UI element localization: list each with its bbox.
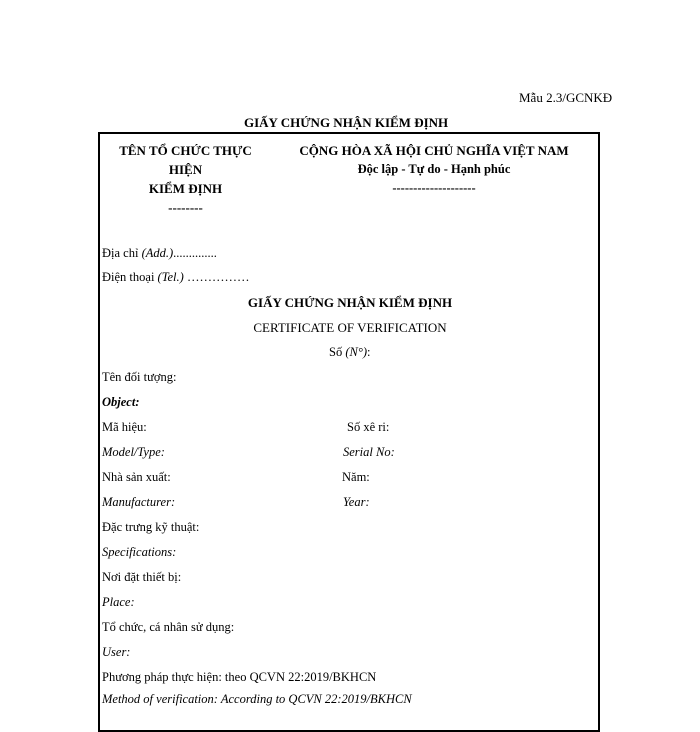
cert-title-en: CERTIFICATE OF VERIFICATION xyxy=(253,320,447,335)
model-label: Mã hiệu: xyxy=(102,420,147,434)
nation-motto: Độc lập - Tự do - Hạnh phúc xyxy=(357,162,511,176)
spec-label-en: Specifications: xyxy=(102,545,177,559)
address-line xyxy=(102,246,217,261)
method-label-en: Method of verification: According to QCVN 22:2019/BKHCN xyxy=(102,692,412,706)
number-label: Số xyxy=(329,345,346,359)
object-label: Tên đối tượng: xyxy=(102,370,177,384)
address-label: Địa chỉ xyxy=(102,246,142,260)
org-name-line-3: KIỂM ĐỊNH xyxy=(148,181,223,196)
year-label-en: Year: xyxy=(343,495,370,509)
number-suffix: : xyxy=(367,345,371,359)
org-rule: -------- xyxy=(168,200,203,215)
number-label-en: (N°) xyxy=(345,345,367,359)
phone-label: Điện thoại xyxy=(102,270,158,284)
cert-title-vi: GIẤY CHỨNG NHẬN KIỂM ĐỊNH xyxy=(247,295,453,310)
nation-rule: -------------------- xyxy=(392,181,476,195)
address-label-en: (Add.) xyxy=(141,246,174,260)
spec-label: Đặc trưng kỹ thuật: xyxy=(102,520,200,534)
user-label-en: User: xyxy=(102,645,131,659)
method-label: Phương pháp thực hiện: theo QCVN 22:2019/BKHCN xyxy=(102,670,377,684)
phone-line xyxy=(102,270,249,285)
year-label: Năm: xyxy=(342,470,370,484)
serial-label-en: Serial No: xyxy=(343,445,395,459)
user-label: Tổ chức, cá nhân sử dụng: xyxy=(102,620,235,634)
cert-number xyxy=(329,345,370,360)
org-block xyxy=(108,141,263,217)
place-label-en: Place: xyxy=(102,595,135,609)
manufacturer-label-en: Manufacturer: xyxy=(102,495,176,509)
object-label-en: Object: xyxy=(102,395,140,409)
page-title: GIẤY CHỨNG NHẬN KIỂM ĐỊNH xyxy=(244,115,449,130)
phone-label-en: (Tel.) xyxy=(157,270,184,284)
form-code: Mẫu 2.3/GCNKĐ xyxy=(519,90,613,105)
phone-dots: …………… xyxy=(183,270,250,284)
manufacturer-label: Nhà sản xuất: xyxy=(102,470,171,484)
address-dots: .............. xyxy=(173,246,217,260)
org-name-line-2: HIỆN xyxy=(168,162,203,177)
serial-label: Số xê ri: xyxy=(347,420,390,434)
place-label: Nơi đặt thiết bị: xyxy=(102,570,182,584)
nation-title: CỘNG HÒA XÃ HỘI CHỦ NGHĨA VIỆT NAM xyxy=(299,143,569,158)
org-name-line-1: TÊN TỔ CHỨC THỰC xyxy=(119,143,252,158)
model-label-en: Model/Type: xyxy=(102,445,165,459)
nation-block xyxy=(282,141,586,198)
